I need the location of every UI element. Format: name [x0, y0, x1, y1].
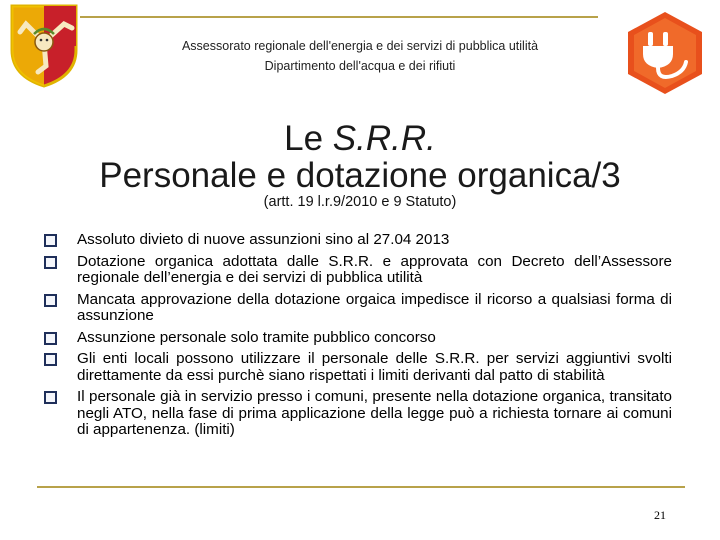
bullet-item: [44, 351, 672, 384]
region-emblem-icon: [6, 2, 82, 88]
header-department: Dipartimento dell'acqua e dei rifiuti: [264, 59, 456, 73]
bullet-item: [44, 292, 672, 325]
bullet-text: Mancata approvazione della dotazione orgaica impedisce il ricorso a qualsiasi forma di assunzione: [77, 290, 672, 324]
bullet-item: [44, 389, 672, 439]
top-divider: [80, 16, 598, 18]
bullet-item: [44, 232, 672, 249]
bullet-list: [44, 232, 672, 444]
energy-plug-icon: [624, 10, 706, 96]
slide-subtitle: (artt. 19 l.r.9/2010 e 9 Statuto): [263, 194, 457, 210]
checkbox-bullet-icon: [44, 391, 57, 404]
title-line-2: Personale e dotazione organica/3: [99, 156, 621, 195]
bullet-text: Gli enti locali possono utilizzare il personale delle S.R.R. per servizi aggiuntivi svolti direttamente da essi purchè siano rispettati i limiti derivanti dal patto di stabilità: [77, 350, 672, 384]
page-number: 21: [654, 508, 666, 522]
bullet-text: Dotazione organica adottata dalle S.R.R. e approvata con Decreto dell’Assessore regionale dell’energia e dei servizi di pubblica utilità: [77, 252, 672, 286]
title-prefix: Le: [284, 119, 333, 158]
checkbox-bullet-icon: [44, 332, 57, 345]
checkbox-bullet-icon: [44, 353, 57, 366]
checkbox-bullet-icon: [44, 234, 57, 247]
header-ministry: Assessorato regionale dell'energia e dei servizi di pubblica utilità: [181, 39, 539, 53]
bullet-item: [44, 254, 672, 287]
bottom-divider: [37, 486, 685, 488]
bullet-text: Assunzione personale solo tramite pubblico concorso: [77, 328, 436, 346]
title-srr: S.R.R.: [332, 119, 436, 158]
slide-title: [40, 120, 680, 194]
department-header: [120, 36, 600, 76]
bullet-text: Assoluto divieto di nuove assunzioni sino al 27.04 2013: [77, 231, 450, 248]
bullet-item: [44, 330, 672, 347]
checkbox-bullet-icon: [44, 294, 57, 307]
title-line-1: [40, 120, 680, 157]
bullet-text: Il personale già in servizio presso i comuni, presente nella dotazione organica, transitato negli ATO, nella fase di prima applicazione della legge può a richiesta tornare ai comuni di appartenenza. (limiti): [77, 388, 672, 438]
checkbox-bullet-icon: [44, 256, 57, 269]
